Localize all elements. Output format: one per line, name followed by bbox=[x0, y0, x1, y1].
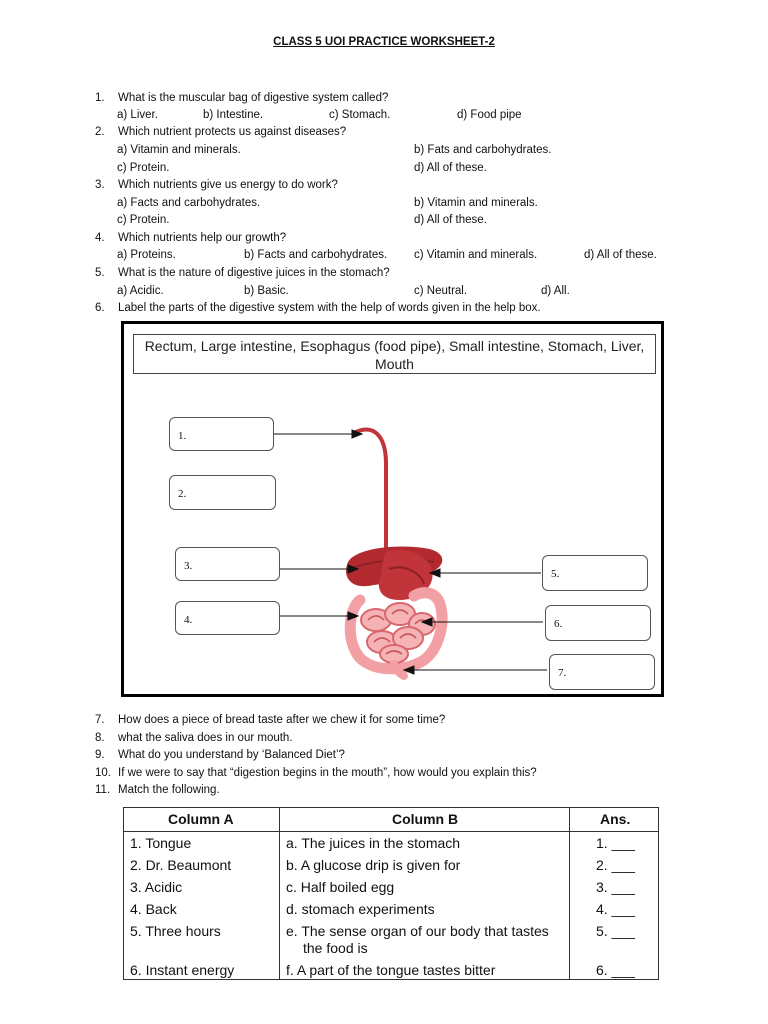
question-number: 5. bbox=[95, 267, 105, 279]
header-column-b: Column B bbox=[392, 811, 459, 827]
label-number: 5. bbox=[551, 568, 560, 580]
option: b) Fats and carbohydrates. bbox=[414, 144, 552, 156]
column-a-item: 6. Instant energy bbox=[130, 962, 235, 978]
help-box-line: Mouth bbox=[375, 356, 414, 372]
option: c) Neutral. bbox=[414, 285, 468, 297]
question-text: Match the following. bbox=[118, 784, 220, 796]
column-b-item: b. A glucose drip is given for bbox=[286, 857, 461, 873]
column-b-item: e. The sense organ of our body that tastes bbox=[286, 923, 549, 939]
question-text: Which nutrients help our growth? bbox=[118, 232, 287, 244]
answer-blank[interactable]: 1. ___ bbox=[596, 835, 635, 851]
column-b-item: f. A part of the tongue tastes bitter bbox=[286, 962, 496, 978]
column-divider bbox=[279, 808, 280, 979]
question-number: 4. bbox=[95, 232, 105, 244]
option: d) All of these. bbox=[414, 214, 487, 226]
column-b-item-continued: the food is bbox=[303, 940, 368, 956]
question-number: 1. bbox=[95, 92, 105, 104]
column-b-item: a. The juices in the stomach bbox=[286, 835, 461, 851]
option: c) Vitamin and minerals. bbox=[414, 249, 538, 261]
question-number: 3. bbox=[95, 179, 105, 191]
question-number: 11. bbox=[95, 784, 111, 796]
help-box-line: Rectum, Large intestine, Esophagus (food pipe), Small intestine, Stomach, Liver, bbox=[144, 338, 645, 354]
worksheet-title: CLASS 5 UOI PRACTICE WORKSHEET-2 bbox=[273, 36, 495, 48]
digestive-system-figure bbox=[121, 321, 664, 697]
option: b) Facts and carbohydrates. bbox=[244, 249, 388, 261]
question-text: How does a piece of bread taste after we chew it for some time? bbox=[118, 714, 446, 726]
answer-blank[interactable]: 5. ___ bbox=[596, 923, 635, 939]
column-divider bbox=[569, 808, 570, 979]
option: a) Vitamin and minerals. bbox=[117, 144, 241, 156]
label-box-3[interactable] bbox=[175, 547, 280, 581]
question-text: Which nutrient protects us against diseases? bbox=[118, 126, 347, 138]
label-number: 7. bbox=[558, 667, 567, 679]
option: c) Protein. bbox=[117, 214, 170, 226]
label-box-4[interactable] bbox=[175, 601, 280, 635]
option: b) Basic. bbox=[244, 285, 289, 297]
question-number: 2. bbox=[95, 126, 105, 138]
question-text: What is the muscular bag of digestive system called? bbox=[118, 92, 389, 104]
question-text: Which nutrients give us energy to do work? bbox=[118, 179, 338, 191]
label-box-6[interactable] bbox=[545, 605, 651, 641]
column-a-item: 1. Tongue bbox=[130, 835, 192, 851]
question-number: 8. bbox=[95, 732, 105, 744]
question-text: If we were to say that “digestion begins in the mouth”, how would you explain this? bbox=[118, 767, 537, 779]
match-table bbox=[123, 807, 659, 980]
answer-blank[interactable]: 6. ___ bbox=[596, 962, 635, 978]
option: c) Stomach. bbox=[329, 109, 391, 121]
header-answer: Ans. bbox=[600, 811, 631, 827]
column-b-item: c. Half boiled egg bbox=[286, 879, 395, 895]
question-text: Label the parts of the digestive system with the help of words given in the help box. bbox=[118, 302, 541, 314]
label-number: 6. bbox=[554, 618, 563, 630]
label-box-1[interactable] bbox=[169, 417, 274, 451]
answer-blank[interactable]: 2. ___ bbox=[596, 857, 635, 873]
question-number: 7. bbox=[95, 714, 105, 726]
question-text: What is the nature of digestive juices in the stomach? bbox=[118, 267, 390, 279]
column-a-item: 3. Acidic bbox=[130, 879, 183, 895]
column-a-item: 2. Dr. Beaumont bbox=[130, 857, 232, 873]
option: a) Acidic. bbox=[117, 285, 164, 297]
option: a) Facts and carbohydrates. bbox=[117, 197, 261, 209]
option: d) All. bbox=[541, 285, 570, 297]
answer-blank[interactable]: 3. ___ bbox=[596, 879, 635, 895]
option: d) Food pipe bbox=[457, 109, 522, 121]
option: b) Vitamin and minerals. bbox=[414, 197, 538, 209]
column-b-item: d. stomach experiments bbox=[286, 901, 435, 917]
question-text: What do you understand by ‘Balanced Diet’? bbox=[118, 749, 345, 761]
question-text: what the saliva does in our mouth. bbox=[118, 732, 293, 744]
label-number: 1. bbox=[178, 430, 187, 442]
label-box-7[interactable] bbox=[549, 654, 655, 690]
label-box-5[interactable] bbox=[542, 555, 648, 591]
label-number: 4. bbox=[184, 614, 193, 626]
column-a-item: 5. Three hours bbox=[130, 923, 221, 939]
header-column-a: Column A bbox=[168, 811, 234, 827]
option: d) All of these. bbox=[584, 249, 657, 261]
question-number: 10. bbox=[95, 767, 111, 779]
option: b) Intestine. bbox=[203, 109, 264, 121]
label-box-2[interactable] bbox=[169, 475, 276, 510]
option: c) Protein. bbox=[117, 162, 170, 174]
label-number: 2. bbox=[178, 488, 187, 500]
answer-blank[interactable]: 4. ___ bbox=[596, 901, 635, 917]
column-a-item: 4. Back bbox=[130, 901, 177, 917]
option: a) Proteins. bbox=[117, 249, 176, 261]
question-number: 6. bbox=[95, 302, 105, 314]
option: a) Liver. bbox=[117, 109, 158, 121]
option: d) All of these. bbox=[414, 162, 487, 174]
label-number: 3. bbox=[184, 560, 193, 572]
question-number: 9. bbox=[95, 749, 105, 761]
